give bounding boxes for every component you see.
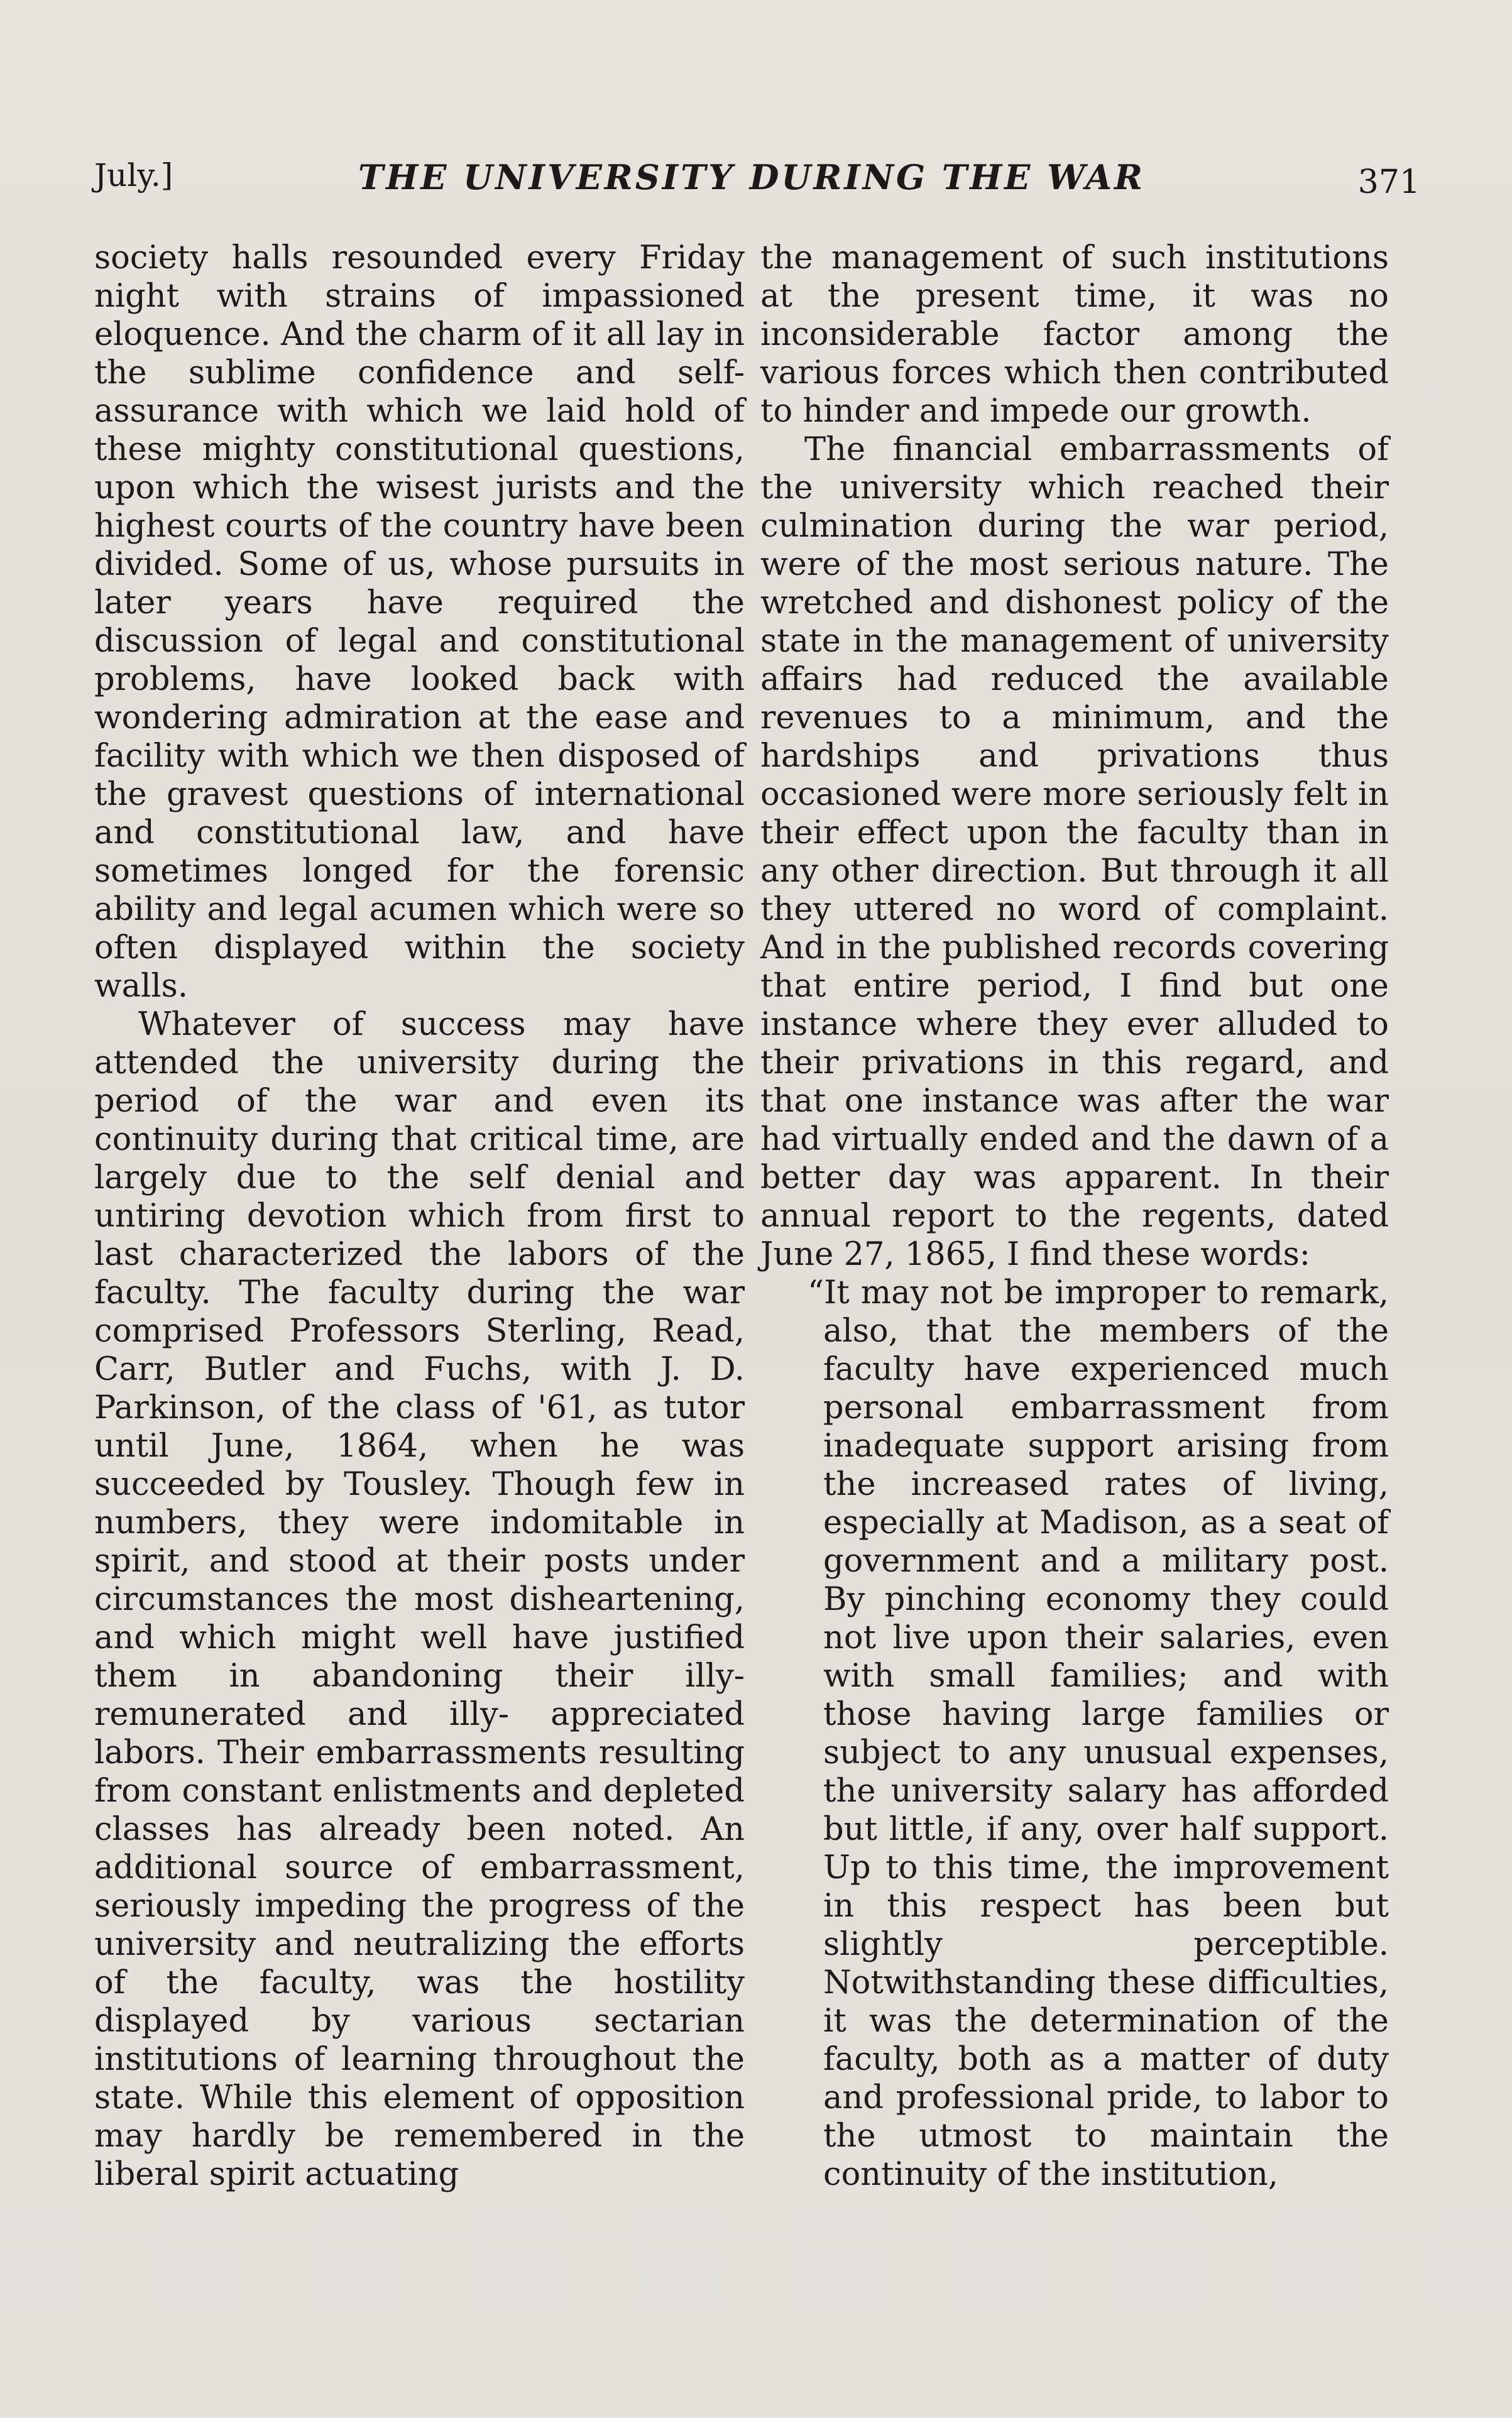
running-title: THE UNIVERSITY DURING THE WAR <box>358 157 1146 197</box>
header-month: July.] <box>94 157 173 194</box>
page-header <box>94 157 1420 214</box>
paragraph: The financial embarrassments of the university which reached their culmination during the war period, were of the most serious nature. The wretched and dishonest policy of the state in the management of university affairs had reduced the available revenues to a minimum, and the hardships and privations thus occasioned were more seriously felt in their effect upon the faculty than in any other direction. But through it all they uttered no word of complaint. And in the published records covering that entire period, I find but one instance where they ever alluded to their privations in this regard, and that one instance was after the war had virtually ended and the dawn of a better day was apparent. In their annual report to the regents, dated June 27, 1865, I find these words: <box>760 431 1389 1273</box>
left-column <box>94 239 745 2194</box>
block-quote: “It may not be improper to remark, also, that the members of the faculty have experienced much personal embarrassment from inadequate support arising from the increased rates of living, especially at Madison, as a seat of government and a military post. By pinching economy they could not live upon their salaries, even with small families; and with those having large families or subject to any unusual expenses, the university salary has afforded but little, if any, over half support. Up to this time, the improvement in this respect has been but slightly perceptible. Notwithstanding these difficulties, it was the determination of the faculty, both as a matter of duty and professional pride, to labor to the utmost to maintain the continuity of the institution, <box>808 1274 1389 2193</box>
page-number: 371 <box>1357 163 1420 201</box>
paragraph: the management of such institutions at the present time, it was no inconsiderable factor among the various forces which then contributed to hinder and impede our growth. <box>760 239 1389 430</box>
paragraph: Whatever of success may have attended the university during the period of the war and even its continuity during that critical time, are largely due to the self denial and untiring devotion which from first to last characterized the labors of the faculty. The faculty during the war comprised Professors Sterling, Read, Carr, Butler and Fuchs, with J. D. Parkinson, of the class of '61, as tutor until June, 1864, when he was succeeded by Tousley. Though few in numbers, they were indomitable in spirit, and stood at their posts under circumstances the most disheartening, and which might well have justified them in abandoning their illy-remunerated and illy- appreciated labors. Their embarrassments resulting from constant enlistments and depleted classes has already been noted. An additional source of embarrassment, seriously impeding the progress of the university and neutralizing the efforts of the faculty, was the hostility displayed by various sectarian institutions of learning throughout the state. While this element of opposition may hardly be remembered in the liberal spirit actuating <box>94 1006 745 2193</box>
right-column <box>760 239 1389 2194</box>
paragraph: society halls resounded every Friday night with strains of impassioned eloquence. And the charm of it all lay in the sublime confidence and self-assurance with which we laid hold of these mighty constitutional questions, upon which the wisest jurists and the highest courts of the country have been divided. Some of us, whose pursuits in later years have required the discussion of legal and constitutional problems, have looked back with wondering admiration at the ease and facility with which we then disposed of the gravest questions of international and constitutional law, and have sometimes longed for the forensic ability and legal acumen which were so often displayed within the society walls. <box>94 239 745 1005</box>
